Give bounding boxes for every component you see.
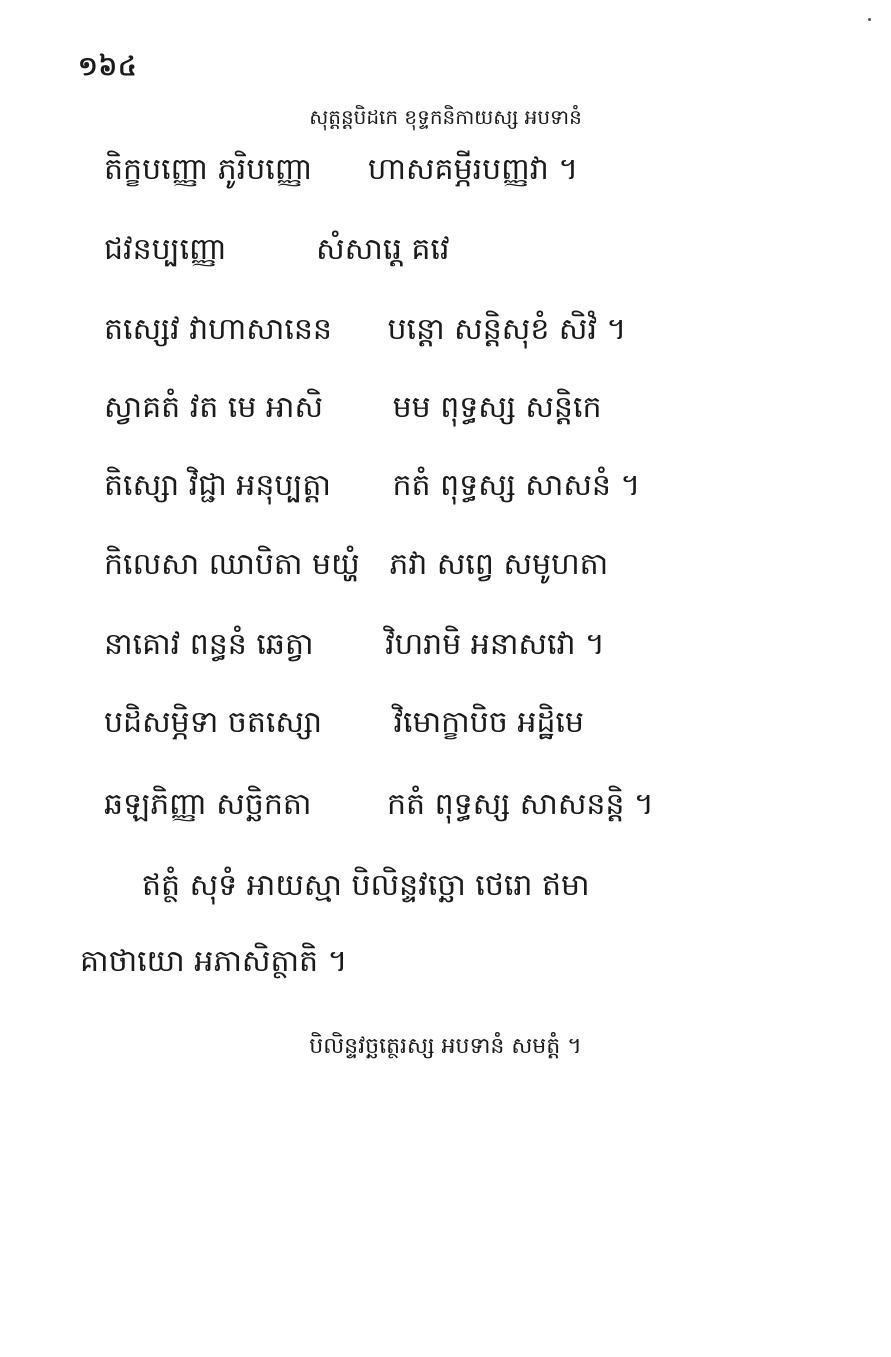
verse-part-b: កតំ ពុទ្ធស្ស សាសនំ ។ <box>392 468 641 503</box>
verse-part-b: សំសារេ្ត គវេ <box>316 232 450 267</box>
verse-part-b: ហាសគម្ភីរបញ្ញវា ។ <box>367 152 579 187</box>
verse-part-a: ឆឡភិញ្ញា សច្ឆិកតា <box>104 787 312 822</box>
verse-part-a: ឥត្ថំ សុទំ អាយស្មា បិលិន្ទវច្ឆោ ថេរោ ឥមា <box>142 868 590 903</box>
verse-part-b: ភវា សព្វេ សមូហតា <box>389 547 609 582</box>
verse-line-2 <box>104 230 449 270</box>
verse-line-6 <box>104 545 608 585</box>
verse-line-8 <box>104 703 584 743</box>
verse-line-5 <box>104 466 640 506</box>
verse-part-a: តស្សេវ វាហាសានេន <box>104 312 332 347</box>
verse-part-b: កតំ ពុទ្ធស្ស សាសនន្តិ ។ <box>386 787 654 822</box>
verse-part-a: កិលេសា ឈាបិតា មយ្ហំ <box>104 547 360 582</box>
verse-part-a: បដិសម្ភិទា ចតស្សោ <box>104 705 322 740</box>
verse-part-b: មម ពុទ្ធស្ស សន្តិកេ <box>392 390 602 425</box>
verse-part-b: វិហរាមិ អនាសវោ ។ <box>385 627 605 662</box>
verse-part-b: បន្តោ សន្តិសុខំ សិវំ ។ <box>387 312 627 347</box>
verse-part-b: វិមោក្ខាបិច អដ្ឋិមេ <box>393 705 584 740</box>
verse-line-7 <box>104 625 605 665</box>
verse-line-9 <box>104 785 654 825</box>
verse-part-a: នាគោវ ពន្ធនំ ឆេត្វា <box>104 627 314 662</box>
running-header: សុត្តន្តបិដកេ ខុទ្ទកនិកាយស្ស អបទានំ <box>309 105 582 129</box>
verse-line-4 <box>104 388 602 428</box>
verse-part-a: ស្វាគតំ វត មេ អាសិ <box>104 390 324 425</box>
verse-part-a: តិស្សោ វិជ្ជា អនុប្បត្តា <box>104 468 331 503</box>
colophon: បិលិន្ទវច្ឆត្ថេរស្ស អបទានំ សមត្តំ ។ <box>309 1034 582 1059</box>
verse-line-3 <box>104 310 626 350</box>
page-number: ១៦៤ <box>78 52 138 82</box>
verse-part-a: គាថាយោ អភាសិត្ថាតិ ។ <box>80 944 348 979</box>
verse-part-a: តិក្ខបញ្ញោ ភូរិបញ្ញោ <box>104 152 313 187</box>
verse-part-a: ជវនប្បញ្ញោ <box>104 232 227 267</box>
verse-line-1 <box>104 150 578 190</box>
verse-line-11 <box>80 942 347 982</box>
verse-line-10 <box>142 866 590 906</box>
scan-speck <box>868 18 871 21</box>
